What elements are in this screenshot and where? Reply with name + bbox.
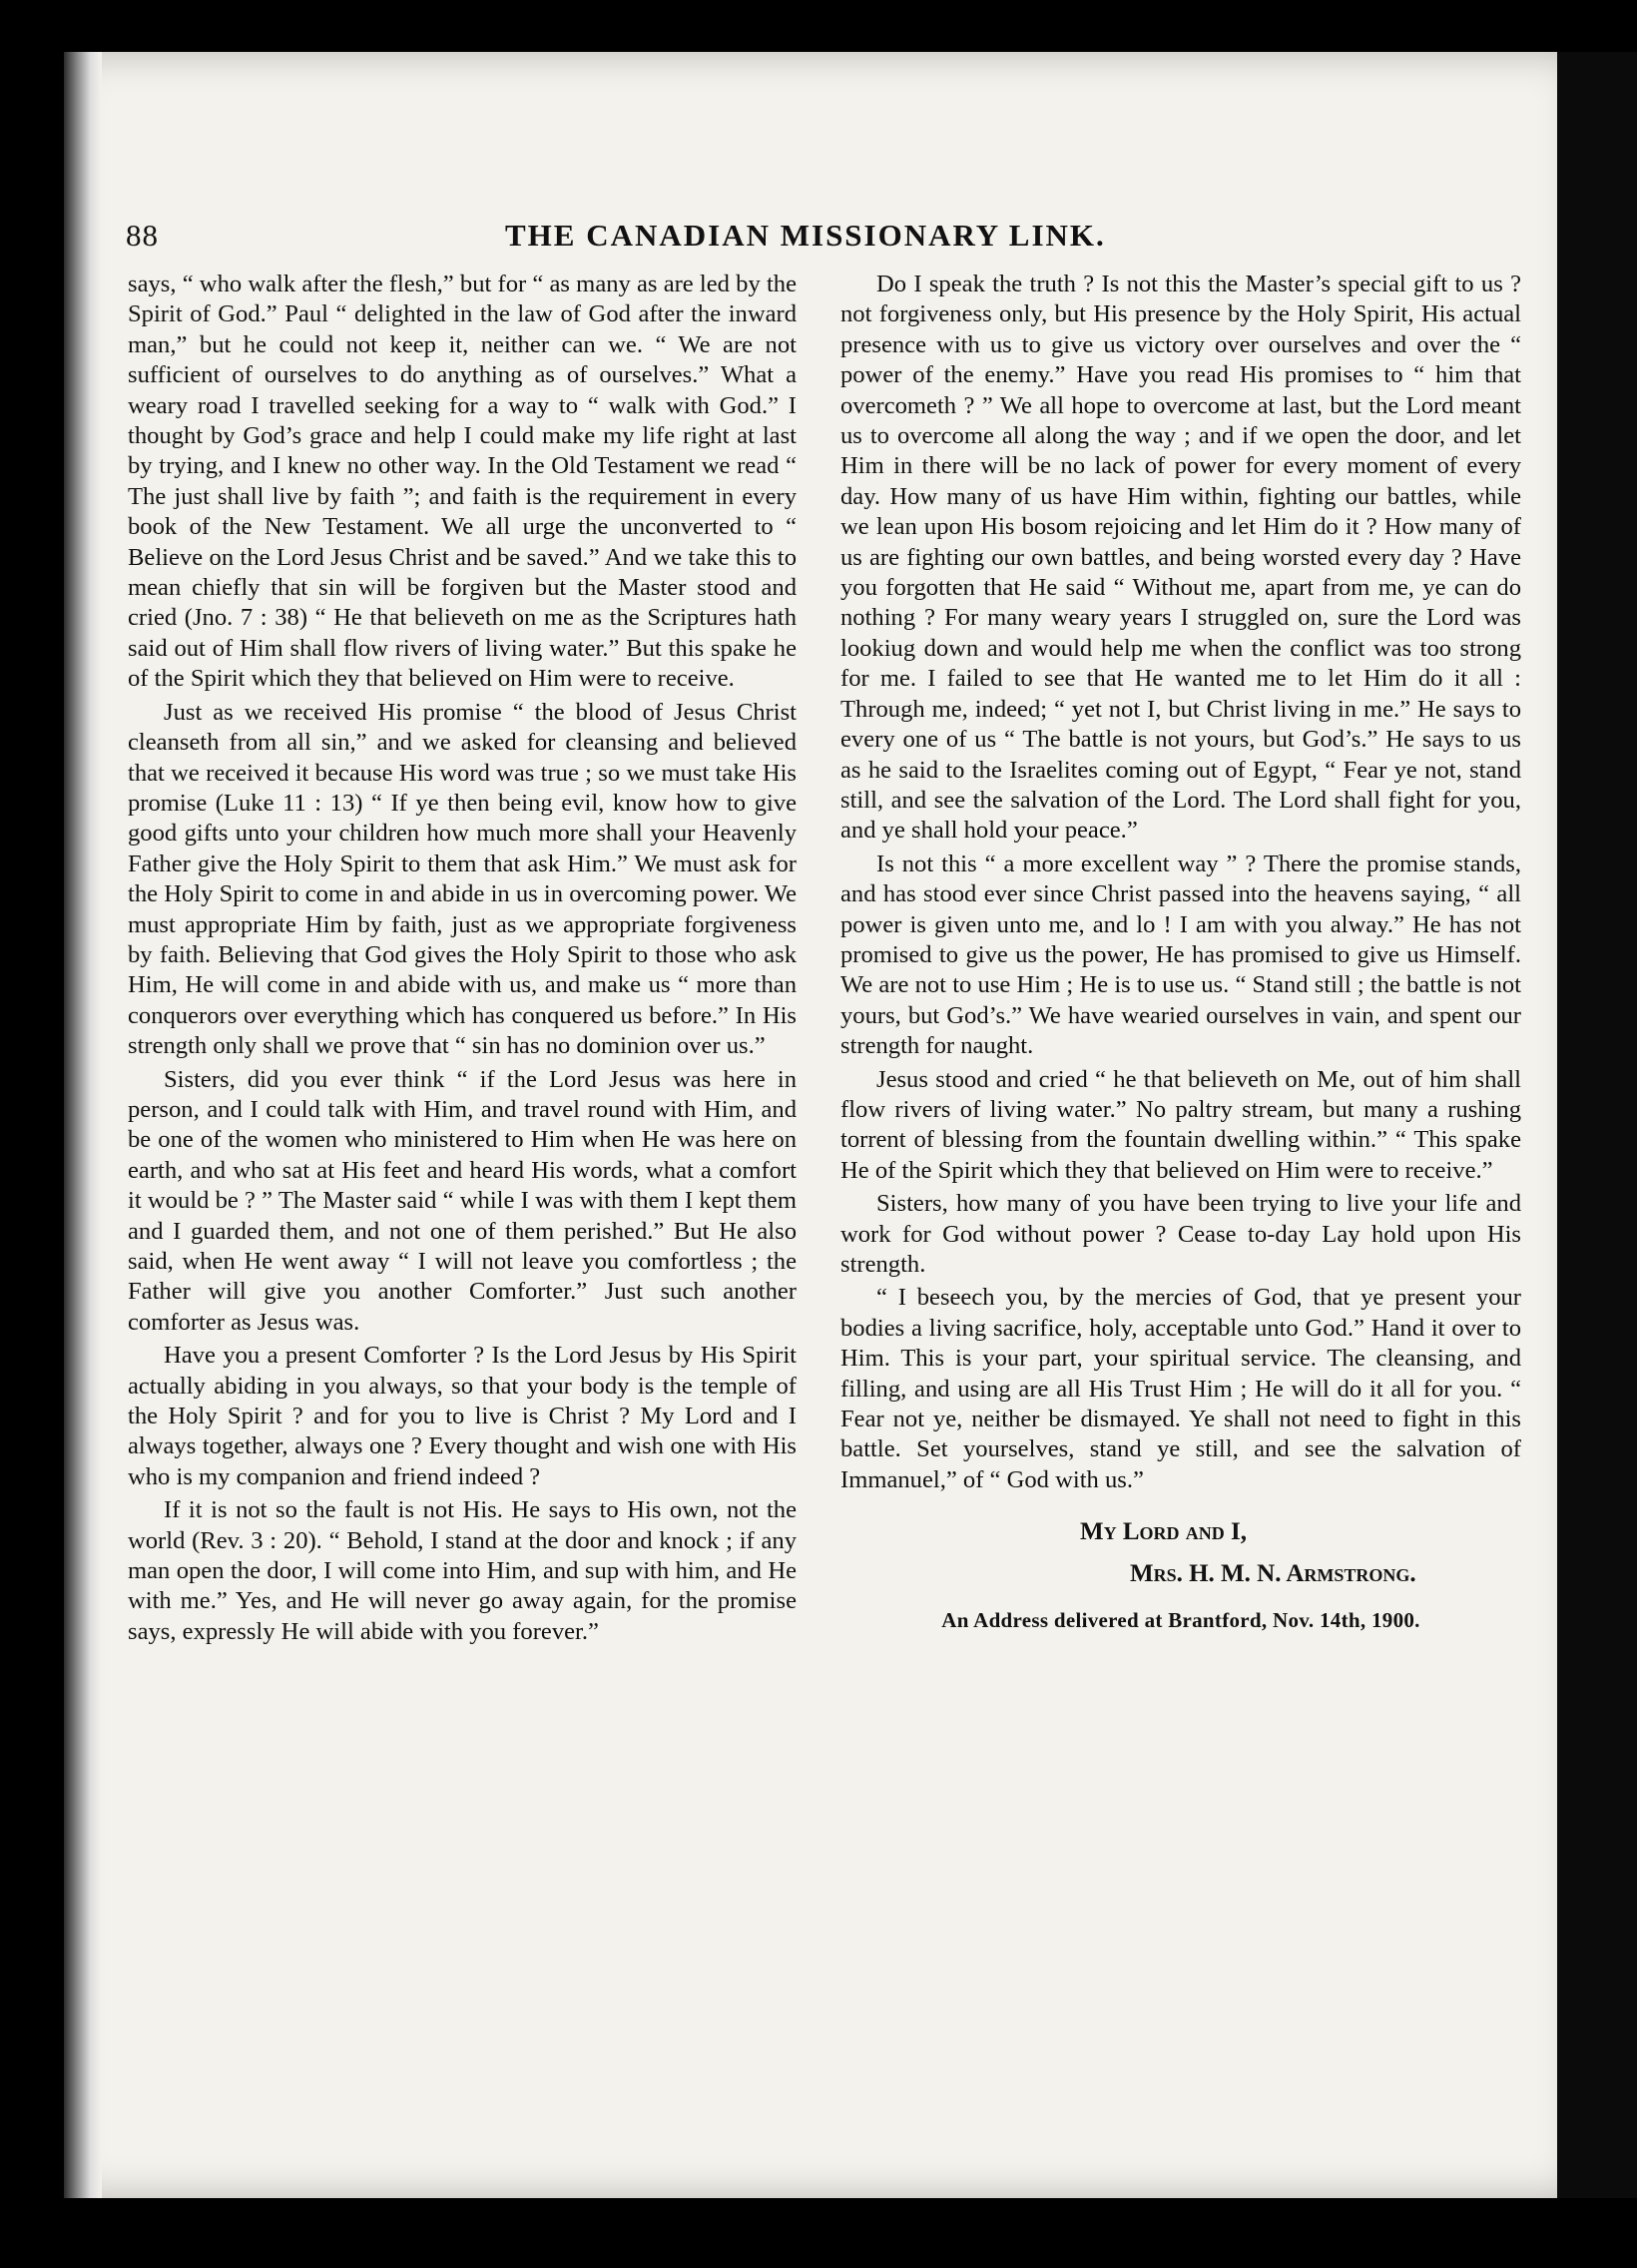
paragraph: Sisters, how many of you have been trying to live your life and work for God without power ? Cease to-day Lay hold upon His strength. bbox=[840, 1190, 1521, 1278]
paragraph: Have you a present Comforter ? Is the Lord Jesus by His Spirit actually abiding in you always, so that your body is the temple of the Holy Spirit ? and for you to live is Christ ? My Lord and I always together, always one ? Every thought and wish one with His who is my companion and friend indeed ? bbox=[128, 1342, 797, 1490]
paragraph: Is not this “ a more excellent way ” ? There the promise stands, and has stood ever since Christ passed into the heavens saying, “ all power is given unto me, and lo ! I am with you alway.” He has not promised to give us the power, He has promised to give us Himself. We are not to use Him ; He is to use us. “ Stand still ; the battle is not yours, but God’s.” We have wearied ourselves in vain, and spent our strength for naught. bbox=[840, 850, 1521, 1060]
paragraph: Just as we received His promise “ the blood of Jesus Christ cleanseth from all sin,” and we asked for cleansing and believed that we received it because His word was true ; so we must take His promise (Luke 11 : 13) “ If ye then being evil, know how to give good gifts unto your children how much more shall your Heavenly Father give the Holy Spirit to them that ask Him.” We must ask for the Holy Spirit to come in and abide in us in overcoming power. We must appropriate Him by faith, just as we appropriate forgiveness by faith. Believing that God gives the Holy Spirit to those who ask Him, He will come in and abide with us, and make us “ more than conquerors over everything which has conquered us before.” In His strength only shall we prove that “ sin has no dominion over us.” bbox=[128, 698, 797, 1060]
page-binding-shadow bbox=[64, 52, 102, 2198]
paragraph: Do I speak the truth ? Is not this the Master’s special gift to us ? not forgiveness only, but His presence by the Holy Spirit, His actual presence with us to give us victory over ourselves and over the “ power of the enemy.” Have you read His promises to “ him that overcometh ? ” We all hope to overcome at last, but the Lord meant us to overcome all along the way ; and if we open the door, and let Him in there will be no lack of power for every moment of every day. How many of us have Him within, fighting our battles, while we lean upon His bosom rejoicing and let Him do it ? How many of us are fighting our own battles, and being worsted every day ? Have you forgotten that He said “ Without me, apart from me, ye can do nothing ? For many weary years I struggled on, sure the Lord was lookiug down and would help me when the conflict was too strong for me. I failed to see that He wanted me to let Him do it all : Through me, indeed; “ yet not I, but Christ living in me.” He says to every one of us “ The battle is not yours, but God’s.” He says to us as he said to the Israelites coming out of Egypt, “ Fear ye not, stand still, and see the salvation of the Lord. The Lord shall fight for you, and ye shall hold your peace.” bbox=[840, 271, 1521, 845]
page-right-margin bbox=[1557, 52, 1637, 2198]
signature-closing: My Lord and I, bbox=[1080, 1518, 1247, 1546]
journal-title: THE CANADIAN MISSIONARY LINK. bbox=[505, 218, 1106, 253]
paragraph: Sisters, did you ever think “ if the Lord Jesus was here in person, and I could talk with Him, and travel round with Him, and be one of the women who ministered to Him when He was here on earth, and who sat at His feet and heard His words, what a comfort it would be ? ” The Master said “ while I was with them I kept them and I guarded them, and not one of them perished.” But He also said, when He went away “ I will not leave you comfortless ; the Father will give you another Comforter.” Just such another comforter as Jesus was. bbox=[128, 1065, 797, 1336]
page-number: 88 bbox=[126, 218, 159, 253]
address-note: An Address delivered at Brantford, Nov. 14th, 1900. bbox=[941, 1608, 1420, 1633]
left-column bbox=[128, 270, 797, 1650]
paragraph: “ I beseech you, by the mercies of God, that ye present your bodies a living sacrifice, holy, acceptable unto God.” Hand it over to Him. This is your part, your spiritual service. The cleansing, and filling, and using are all His Trust Him ; He will do it all for you. “ Fear not ye, neither be dismayed. Ye shall not need to fight in this battle. Set yourselves, stand ye still, and see the salvation of Immanuel,” of “ God with us.” bbox=[840, 1284, 1521, 1493]
running-header bbox=[126, 218, 1523, 262]
paragraph: Jesus stood and cried “ he that believeth on Me, out of him shall flow rivers of living water.” No paltry stream, but many a rushing torrent of blessing from the fountain dwelling within.” “ This spake He of the Spirit which they that believed on Him were to receive.” bbox=[840, 1065, 1521, 1184]
right-column bbox=[840, 270, 1521, 1636]
paragraph: says, “ who walk after the flesh,” but for “ as many as are led by the Spirit of God.” Paul “ delighted in the law of God after the inward man,” but he could not keep it, neither can we. “ We are not sufficient of ourselves to do anything as of ourselves.” What a weary road I travelled seeking for a way to “ walk with God.” I thought by God’s grace and help I could make my life right at last by trying, and I knew no other way. In the Old Testament we read “ The just shall live by faith ”; and faith is the requirement in every book of the New Testament. We all urge the unconverted to “ Believe on the Lord Jesus Christ and be saved.” And we take this to mean chiefly that sin will be forgiven but the Master stood and cried (Jno. 7 : 38) “ He that believeth on me as the Scriptures hath said out of Him shall flow rivers of living water.” But this spake he of the Spirit which they that believed on Him were to receive. bbox=[128, 271, 797, 693]
paragraph: If it is not so the fault is not His. He says to His own, not the world (Rev. 3 : 20). “ Behold, I stand at the door and knock ; if any man open the door, I will come into Him, and sup with him, and He with me.” Yes, and He will never go away again, for the promise says, expressly He will abide with you forever.” bbox=[128, 1496, 797, 1645]
signature-block bbox=[840, 1511, 1521, 1595]
signature-author: Mrs. H. M. N. Armstrong. bbox=[1130, 1560, 1416, 1588]
